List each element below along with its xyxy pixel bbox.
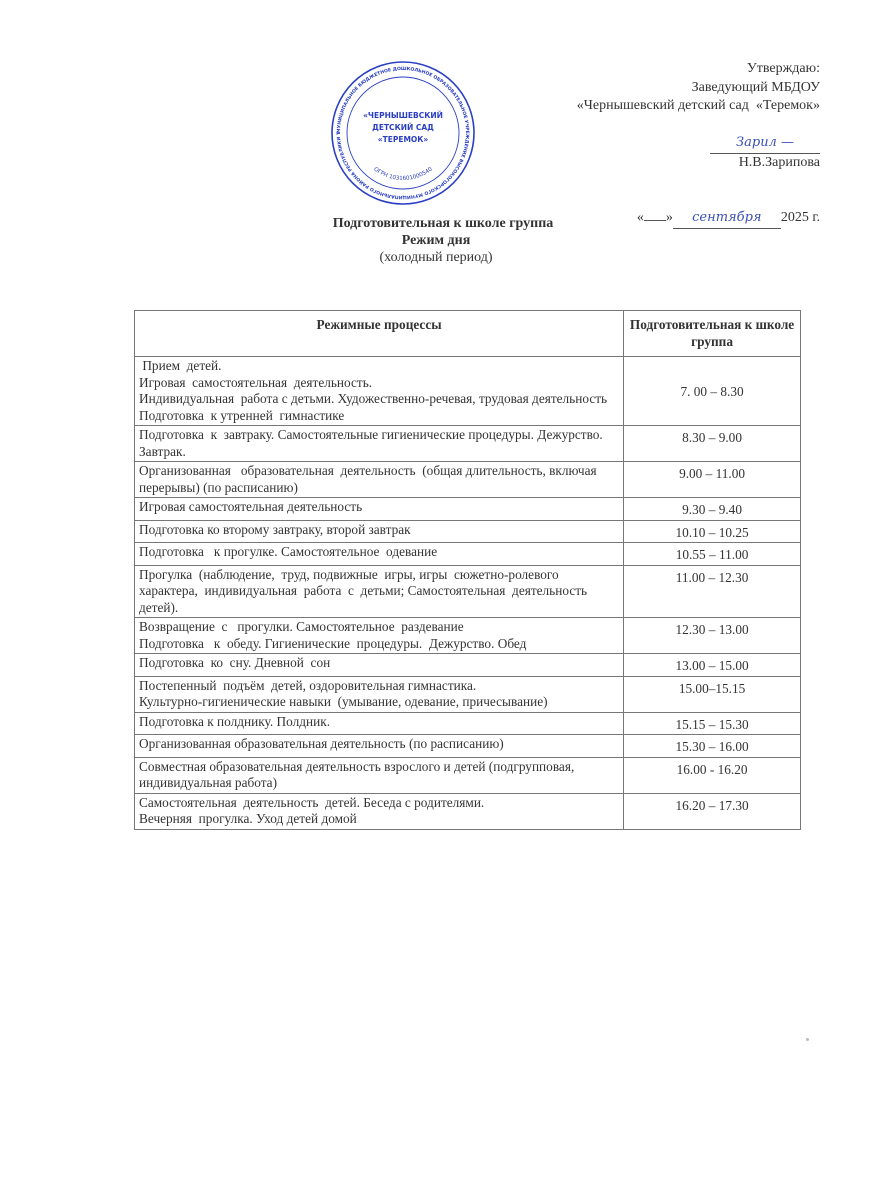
stamp-ogrn: ОГРН 1031601000540 [372, 166, 434, 183]
process-line: Возвращение с прогулки. Самостоятельное раздевание [139, 619, 464, 634]
process-cell [135, 357, 624, 426]
signature-field [710, 134, 820, 154]
stamp-center-line3: «ТЕРЕМОК» [377, 135, 429, 144]
process-cell [135, 712, 624, 735]
approval-heading: Утверждаю: [746, 61, 820, 76]
process-line: Игровая самостоятельная деятельность. [139, 374, 373, 390]
table-row [135, 357, 801, 426]
stamp-outer-text: МУНИЦИПАЛЬНОЕ БЮДЖЕТНОЕ ДОШКОЛЬНОЕ ОБРАЗОВАТЕЛЬНОЕ УЧРЕЖДЕНИЕ ВЫСОКОГОРСКОГО МУНИЦИПАЛЬНОГО РАЙОНА РЕСПУБЛИКИ Т [336, 66, 470, 200]
date-open-quote: « [636, 210, 644, 225]
time-cell: 11.00 – 12.30 [624, 565, 801, 618]
process-line: Постепенный подъём детей, оздоровительная гимнастика. [139, 677, 477, 693]
time-cell: 15.00–15.15 [624, 676, 801, 712]
process-cell [135, 793, 624, 829]
time-cell: 7. 00 – 8.30 [624, 357, 801, 426]
table-row [135, 543, 801, 566]
table-row [135, 793, 801, 829]
stamp-center-line1: «ЧЕРНЫШЕВСКИЙ [363, 111, 443, 120]
time-cell: 10.55 – 11.00 [624, 543, 801, 566]
process-cell [135, 565, 624, 618]
stamp-center-line2: ДЕТСКИЙ САД [372, 123, 434, 132]
time-cell: 16.00 - 16.20 [624, 757, 801, 793]
process-line: Вечерняя прогулка. Уход детей домой [139, 811, 357, 826]
process-cell [135, 520, 624, 543]
header-processes: Режимные процессы [135, 311, 624, 357]
process-cell [135, 426, 624, 462]
time-cell: 8.30 – 9.00 [624, 426, 801, 462]
table-row [135, 426, 801, 462]
process-line: Подготовка к завтраку. Самостоятельные гигиенические процедуры. Дежурство. Завтрак. [139, 427, 607, 459]
group-title: Подготовительная к школе группа [332, 216, 554, 231]
document-titles [0, 215, 872, 266]
official-stamp [330, 60, 476, 206]
stamp-inner-ring [347, 77, 459, 189]
stamp-outer-ring [332, 62, 474, 204]
process-line: Подготовка к полднику. Полдник. [139, 713, 331, 729]
process-line: Индивидуальная работа с детьми. Художественно-речевая, трудовая деятельность [139, 391, 608, 406]
time-cell: 13.00 – 15.00 [624, 654, 801, 677]
time-cell: 16.20 – 17.30 [624, 793, 801, 829]
time-cell: 12.30 – 13.00 [624, 618, 801, 654]
process-line: Прием детей. [139, 358, 222, 373]
process-cell [135, 676, 624, 712]
process-line: Подготовка ко второму завтраку, второй завтрак [139, 521, 411, 537]
process-cell [135, 757, 624, 793]
process-cell [135, 543, 624, 566]
process-line: Совместная образовательная деятельность взрослого и детей (подгрупповая, индивидуальная работа) [139, 758, 578, 790]
handwritten-signature: Зaрuл — [736, 135, 794, 150]
handwritten-month: сентября [692, 210, 762, 225]
approval-signature-line [577, 116, 820, 191]
table-body [135, 357, 801, 830]
process-line: Подготовка к прогулке. Самостоятельное одевание [139, 544, 438, 559]
process-cell [135, 735, 624, 758]
time-cell: 9.00 – 11.00 [624, 462, 801, 498]
time-cell: 10.10 – 10.25 [624, 520, 801, 543]
approval-organization: «Чернышевский детский сад «Теремок» [576, 98, 820, 113]
period-subtitle: (холодный период) [379, 250, 493, 265]
date-year: 2025 г. [780, 210, 820, 225]
process-line: Культурно-гигиенические навыки (умывание, одевание, причесывание) [139, 694, 548, 709]
table-row [135, 712, 801, 735]
table-row [135, 676, 801, 712]
table-header-row [135, 311, 801, 357]
scan-speck [806, 1038, 809, 1041]
process-line: Прогулка (наблюдение, труд, подвижные игры, игры сюжетно-ролевого характера, индивидуальная работа с детьми; Самостоятельная деятельность детей). [139, 566, 594, 615]
table-row [135, 520, 801, 543]
approval-position: Заведующий МБДОУ [691, 79, 820, 95]
process-line: Подготовка к обеду. Гигиенические процедуры. Дежурство. Обед [139, 635, 527, 651]
process-cell [135, 618, 624, 654]
process-line: Самостоятельная деятельность детей. Беседа с родителями. [139, 794, 485, 810]
process-cell [135, 498, 624, 521]
signer-name: Н.В.Зарипова [738, 154, 820, 170]
table-row [135, 498, 801, 521]
process-line: Подготовка ко сну. Дневной сон [139, 655, 331, 670]
date-close-quote: » [665, 210, 673, 225]
process-line: Игровая самостоятельная деятельность [139, 499, 363, 514]
time-cell: 9.30 – 9.40 [624, 498, 801, 521]
table-row [135, 757, 801, 793]
time-cell: 15.15 – 15.30 [624, 712, 801, 735]
process-line: Организованная образовательная деятельность (по расписанию) [139, 736, 504, 751]
table-row [135, 462, 801, 498]
process-cell [135, 462, 624, 498]
table-row [135, 618, 801, 654]
regime-title: Режим дня [401, 233, 471, 248]
process-cell [135, 654, 624, 677]
table-row [135, 654, 801, 677]
time-cell: 15.30 – 16.00 [624, 735, 801, 758]
header-group: Подготовительная к школе группа [624, 311, 801, 357]
process-line: Подготовка к утренней гимнастике [139, 407, 345, 423]
process-line: Организованная образовательная деятельность (общая длительность, включая перерывы) (по расписанию) [139, 463, 600, 495]
daily-schedule-table [134, 310, 801, 830]
table-row [135, 565, 801, 618]
table-row [135, 735, 801, 758]
